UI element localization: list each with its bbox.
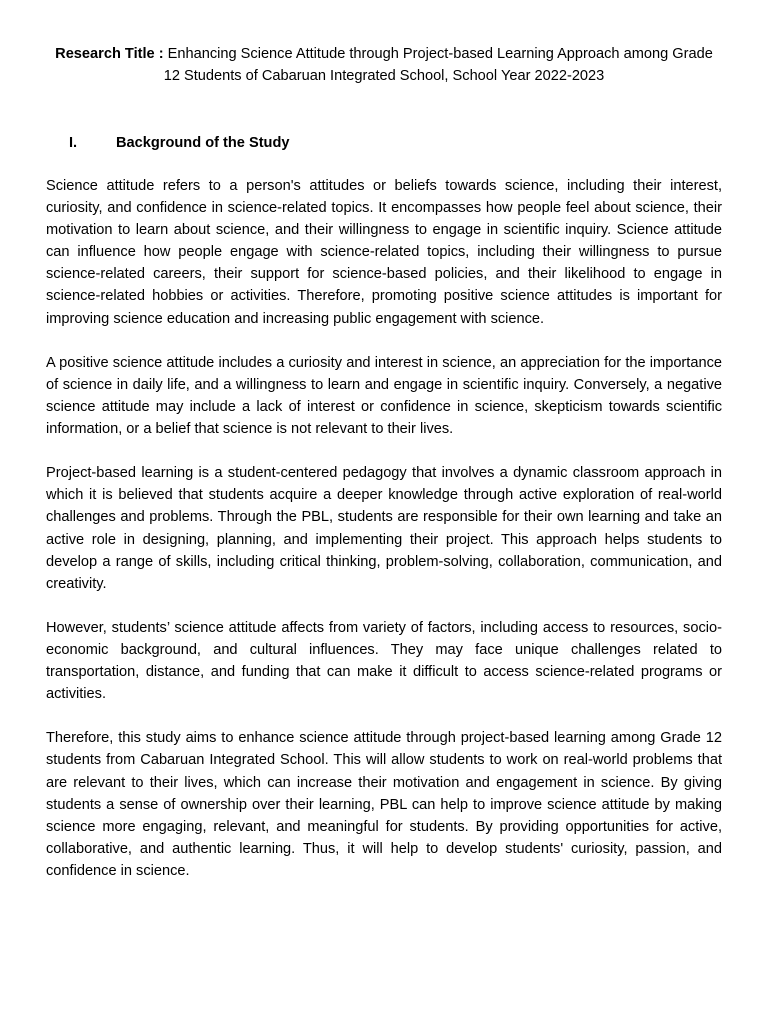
section-title: Background of the Study xyxy=(116,135,290,151)
paragraph-4: However, students’ science attitude affects from variety of factors, including access to resources, socio-economic background, and cultural influences. They may face unique challenges related to transportation, distance, and funding that can make it difficult to access science-related programs or activities. xyxy=(46,619,722,703)
paragraph-3: Project-based learning is a student-centered pedagogy that involves a dynamic classroom approach in which it is believed that students acquire a deeper knowledge through active exploration of real-world challenges and problems. Through the PBL, students are responsible for their own learning and take an active role in designing, planning, and implementing their project. This approach helps students to develop a range of skills, including critical thinking, problem-solving, collaboration, communication, and creativity. xyxy=(46,465,722,592)
research-title-label: Research Title : xyxy=(55,46,164,62)
background-body xyxy=(46,175,722,904)
research-title xyxy=(46,43,722,87)
section-heading xyxy=(69,132,290,154)
paragraph-1: Science attitude refers to a person's attitudes or beliefs towards science, including their interest, curiosity, and confidence in science-related topics. It encompasses how people feel about science, their motivation to learn about science, and their willingness to engage in scientific inquiry. Science attitude can influence how people engage with science-related topics, including their willingness to pursue science-related careers, their support for science-based policies, and their likelihood to engage in science-related hobbies or activities. Therefore, promoting positive science attitudes is important for improving science education and increasing public engagement with science. xyxy=(46,178,722,327)
section-number: I. xyxy=(69,135,78,151)
paragraph-2: A positive science attitude includes a curiosity and interest in science, an appreciation for the importance of science in daily life, and a willingness to learn and engage in scientific inquiry. Conversely, a negative science attitude may include a lack of interest or confidence in science, skepticism towards scientific information, or a belief that science is not relevant to their lives. xyxy=(46,354,722,438)
paragraph-5: Therefore, this study aims to enhance science attitude through project-based learning among Grade 12 students from Cabaruan Integrated School. This will allow students to work on real-world problems that are relevant to their lives, which can increase their motivation and engagement in science. By giving students a sense of ownership over their learning, PBL can help to improve science attitude by making science more engaging, relevant, and meaningful for students. By providing opportunities for active, collaborative, and authentic learning. Thus, it will help to develop students' curiosity, passion, and confidence in science. xyxy=(46,730,722,879)
research-title-text: Enhancing Science Attitude through Project-based Learning Approach among Grade 12 Students of Cabaruan Integrated School, School Year 2022-2023 xyxy=(163,46,713,84)
